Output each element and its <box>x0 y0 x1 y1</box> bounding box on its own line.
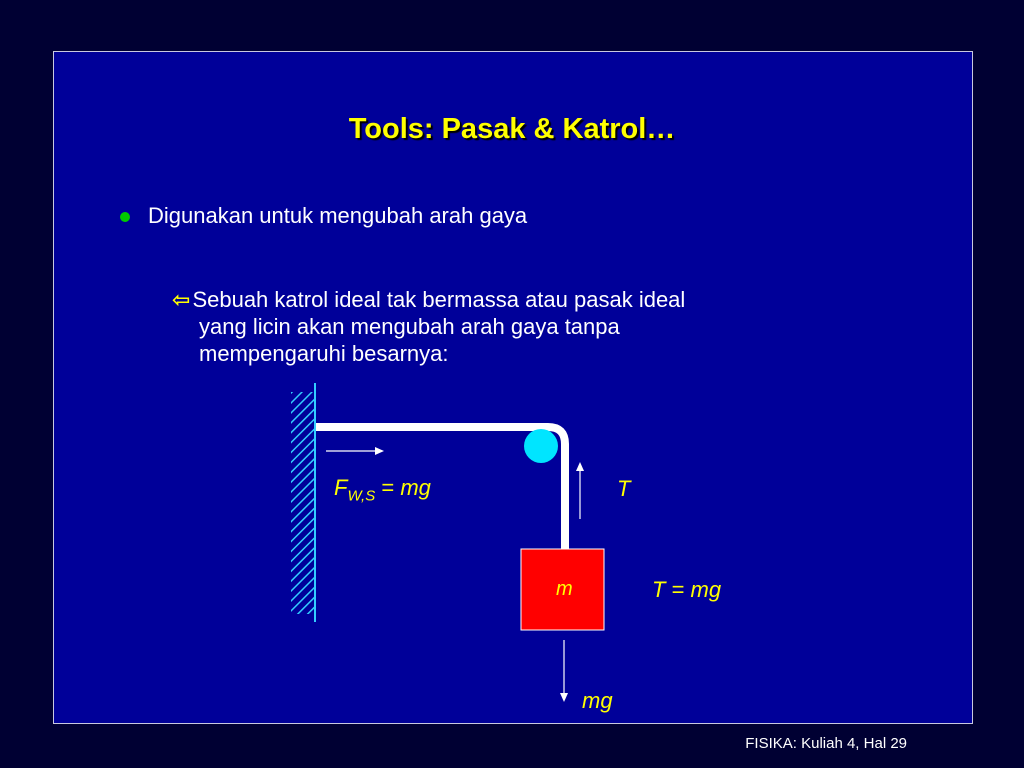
equation-rhs: mg <box>690 577 722 602</box>
pulley <box>524 429 558 463</box>
force-label-sub: W,S <box>347 487 376 505</box>
force-label-eq: = <box>375 475 401 500</box>
slide-footer: FISIKA: Kuliah 4, Hal 29 <box>745 735 907 752</box>
left-arrow-icon: ⇦ <box>172 287 191 312</box>
tension-equation <box>652 577 721 603</box>
tension-arrowhead <box>576 462 584 471</box>
weight-arrowhead <box>560 693 568 702</box>
bullet-text: Digunakan untuk mengubah arah gaya <box>148 203 528 228</box>
tension-label: T <box>617 476 631 501</box>
sub-text-line-3: mempengaruhi besarnya: <box>199 341 449 366</box>
equation-eq: = <box>665 577 691 602</box>
mass-label: m <box>556 578 573 600</box>
sub-text-line-1: Sebuah katrol ideal tak bermassa atau pasak ideal <box>192 287 686 312</box>
sub-text-line-2: yang licin akan mengubah arah gaya tanpa <box>199 314 620 339</box>
force-arrowhead-right <box>375 447 384 455</box>
wall-hatch <box>291 392 315 614</box>
equation-lhs: T <box>652 577 666 602</box>
force-label-main: F <box>334 475 348 500</box>
force-label-rhs: mg <box>400 475 431 500</box>
weight-label: mg <box>582 688 613 713</box>
force-label <box>334 475 431 504</box>
slide-title: Tools: Pasak & Katrol… <box>348 113 676 145</box>
